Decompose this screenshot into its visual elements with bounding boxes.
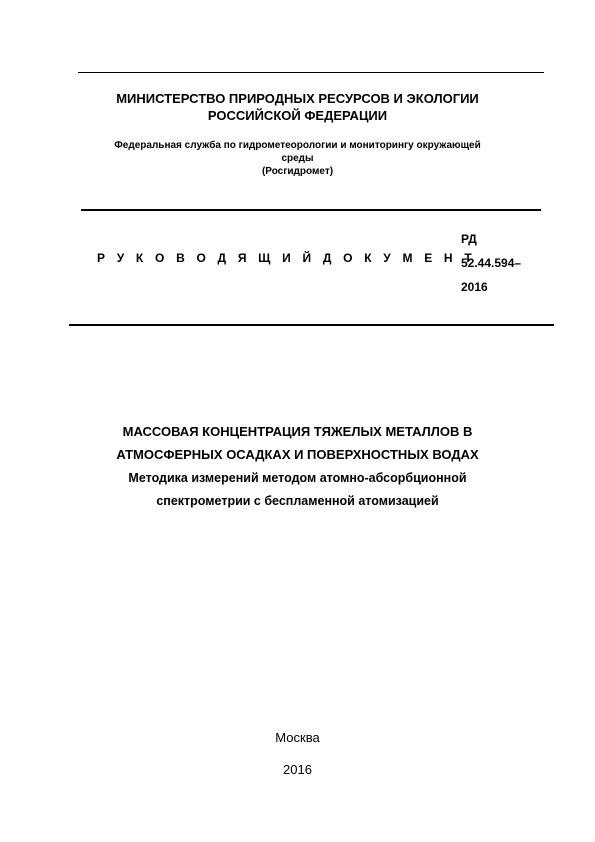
- document-number-line-1: РД: [461, 232, 477, 246]
- publication-year: 2016: [283, 762, 312, 777]
- header-divider: [81, 209, 541, 211]
- document-number-line-3: 2016: [461, 280, 488, 294]
- publication-city: Москва: [275, 730, 320, 745]
- top-rule: [78, 72, 544, 73]
- subtitle-line-2: спектрометрии с беспламенной атомизацией: [156, 494, 439, 508]
- ministry-name: [0, 90, 595, 124]
- service-line-3: (Росгидромет): [261, 166, 334, 177]
- document-number: [461, 227, 521, 299]
- service-name: [0, 139, 595, 178]
- ministry-line-2: РОССИЙСКОЙ ФЕДЕРАЦИИ: [207, 108, 388, 123]
- document-number-line-2: 52.44.594–: [461, 256, 522, 270]
- document-type: Р У К О В О Д Я Щ И Й Д О К У М Е Н Т: [97, 251, 476, 265]
- document-title: [0, 420, 595, 466]
- document-divider: [69, 324, 554, 326]
- service-line-1: Федеральная служба по гидрометеорологии и мониторингу окружающей: [114, 140, 481, 151]
- title-line-1: МАССОВАЯ КОНЦЕНТРАЦИЯ ТЯЖЕЛЫХ МЕТАЛЛОВ В: [122, 424, 473, 439]
- document-subtitle: [0, 467, 595, 513]
- service-line-2: среды: [281, 153, 314, 164]
- title-line-2: АТМОСФЕРНЫХ ОСАДКАХ И ПОВЕРХНОСТНЫХ ВОДАХ: [116, 447, 479, 462]
- subtitle-line-1: Методика измерений методом атомно-абсорбционной: [128, 471, 467, 485]
- ministry-line-1: МИНИСТЕРСТВО ПРИРОДНЫХ РЕСУРСОВ И ЭКОЛОГИИ: [116, 91, 479, 106]
